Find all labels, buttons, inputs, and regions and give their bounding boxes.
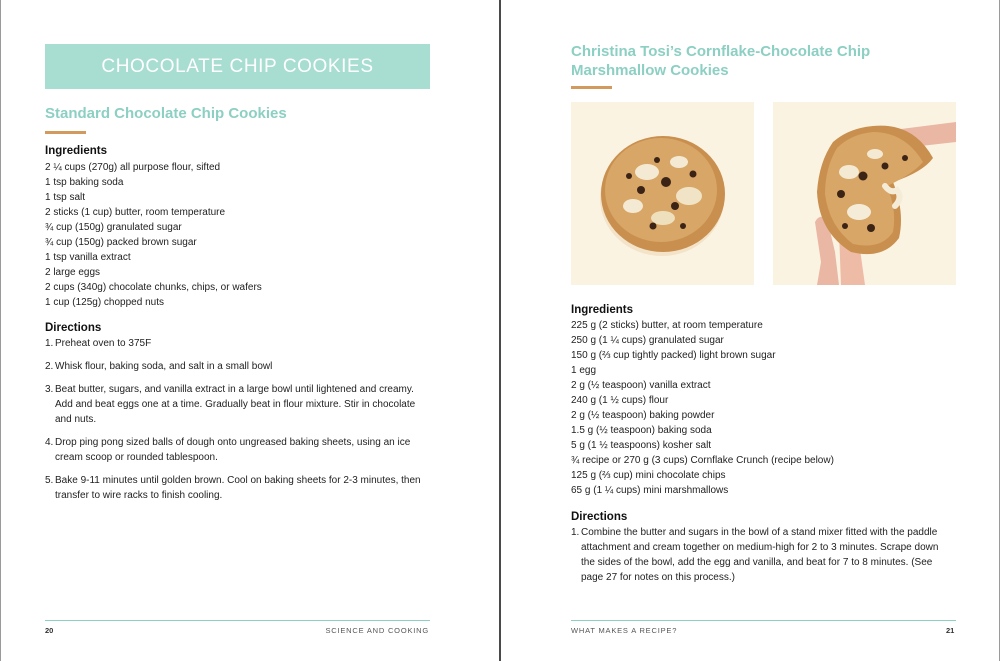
step-number: 2.: [45, 361, 54, 372]
direction-step: [45, 359, 425, 374]
ingredient-item: 1 egg: [571, 365, 597, 376]
ingredients-heading: Ingredients: [45, 145, 107, 157]
page-number: 21: [946, 626, 955, 635]
recipe-subtitle: Standard Chocolate Chip Cookies: [45, 105, 287, 122]
directions-list: [45, 336, 425, 511]
step-text: Bake 9-11 minutes until golden brown. Cool on baking sheets for 2-3 minutes, then transfer to wire racks to finish cooling.: [55, 475, 421, 501]
ingredient-item: 125 g (⅔ cup) mini chocolate chips: [571, 470, 726, 481]
direction-step: [45, 473, 425, 503]
direction-step: [45, 382, 425, 427]
ingredient-item: 2 sticks (1 cup) butter, room temperature: [45, 207, 226, 218]
ingredient-item: 1 tsp vanilla extract: [45, 252, 131, 263]
ingredient-item: 1 tsp salt: [45, 192, 86, 203]
ingredient-item: 225 g (2 sticks) butter, at room temperature: [571, 320, 763, 331]
ingredient-item: 240 g (1 ½ cups) flour: [571, 395, 669, 406]
ingredient-item: 1 tsp baking soda: [45, 177, 124, 188]
step-number: 4.: [45, 437, 54, 448]
step-text: Drop ping pong sized balls of dough onto ungreased baking sheets, using an ice cream scoop or rounded tablespoon.: [55, 437, 411, 463]
step-text: Beat butter, sugars, and vanilla extract in a large bowl until lightened and creamy. Add and beat eggs one at a time. Gradually beat in flour mixture. Stir in chocolate and nuts.: [55, 384, 416, 425]
direction-step: [571, 525, 955, 585]
ingredient-item: 1 cup (125g) chopped nuts: [45, 297, 164, 308]
ingredients-heading: Ingredients: [571, 304, 633, 316]
ingredient-item: 5 g (1 ½ teaspoons) kosher salt: [571, 440, 712, 451]
whole-cookie-image: [571, 102, 754, 285]
step-number: 3.: [45, 384, 54, 395]
ingredient-item: 150 g (⅔ cup tightly packed) light brown sugar: [571, 350, 776, 361]
ingredient-item: 250 g (1 ¼ cups) granulated sugar: [571, 335, 724, 346]
left-page: [0, 0, 499, 661]
step-text: Whisk flour, baking soda, and salt in a small bowl: [55, 361, 273, 372]
step-number: 5.: [45, 475, 54, 486]
step-number: 1.: [45, 338, 54, 349]
recipe-title-line1: Christina Tosi’s Cornflake-Chocolate Chip: [571, 43, 871, 60]
footer-rule: [45, 620, 430, 621]
direction-step: [45, 435, 425, 465]
step-text: Preheat oven to 375F: [55, 338, 152, 349]
step-number: 1.: [571, 527, 580, 538]
ingredient-item: ¾ recipe or 270 g (3 cups) Cornflake Crunch (recipe below): [571, 455, 834, 466]
recipe-title: [571, 42, 981, 80]
running-footer: SCIENCE AND COOKING: [325, 626, 429, 635]
pulled-cookie-image: [773, 102, 956, 285]
ingredient-item: 65 g (1 ¼ cups) mini marshmallows: [571, 485, 729, 496]
directions-heading: Directions: [45, 322, 102, 334]
ingredients-list: [571, 318, 981, 498]
title-rule: [571, 86, 612, 89]
page-number: 20: [45, 626, 54, 635]
chapter-banner: [45, 44, 430, 89]
subtitle-rule: [45, 131, 86, 134]
ingredient-item: ¾ cup (150g) packed brown sugar: [45, 237, 197, 248]
direction-step: [45, 336, 425, 351]
chapter-banner-title: CHOCOLATE CHIP COOKIES: [101, 55, 374, 77]
directions-heading: Directions: [571, 511, 628, 523]
whole-cookie-photo: [571, 102, 754, 285]
ingredient-item: 2 ¼ cups (270g) all purpose flour, sifted: [45, 162, 221, 173]
ingredient-item: 2 g (½ teaspoon) vanilla extract: [571, 380, 711, 391]
right-page: [501, 0, 1000, 661]
directions-list: [571, 525, 955, 593]
ingredient-item: 1.5 g (½ teaspoon) baking soda: [571, 425, 712, 436]
ingredient-item: ¾ cup (150g) granulated sugar: [45, 222, 182, 233]
ingredient-item: 2 g (½ teaspoon) baking powder: [571, 410, 715, 421]
ingredients-list: [45, 160, 465, 310]
footer-rule: [571, 620, 956, 621]
recipe-title-line2: Marshmallow Cookies: [571, 62, 729, 79]
ingredient-item: 2 large eggs: [45, 267, 101, 278]
ingredient-item: 2 cups (340g) chocolate chunks, chips, or wafers: [45, 282, 262, 293]
step-text: Combine the butter and sugars in the bowl of a stand mixer fitted with the paddle attachment and cream together on medium-high for 2 to 3 minutes. Scrape down the sides of the bowl, add the egg and vanilla, and beat for 7 to 8 minutes. (See page 27 for notes on this process.): [581, 527, 939, 583]
running-footer: WHAT MAKES A RECIPE?: [571, 626, 678, 635]
pulled-cookie-photo: [773, 102, 956, 285]
